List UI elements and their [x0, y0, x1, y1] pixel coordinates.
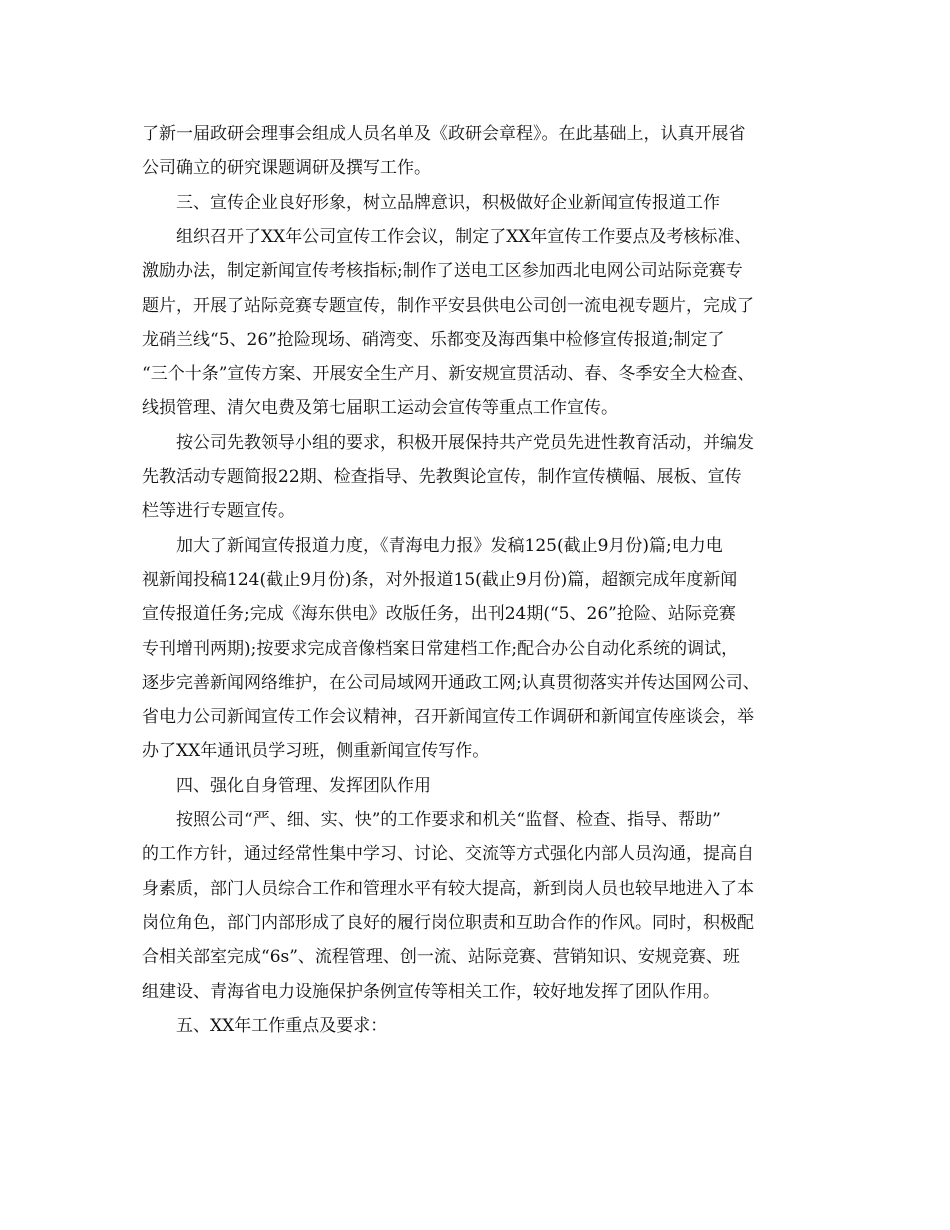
paragraph-line-first: 按照公司“严、细、实、快”的工作要求和机关“监督、检查、指导、帮助”: [176, 810, 721, 830]
paragraph-line: 身素质，部门人员综合工作和管理水平有较大提高，新到岗人员也较早地进入了本: [142, 878, 754, 899]
paragraph-line: 激励办法，制定新闻宣传考核指标;制作了送电工区参加西北电网公司站际竞赛专: [142, 261, 743, 282]
paragraph-line: 先教活动专题简报22期、检查指导、先教舆论宣传，制作宣传横幅、展板、宣传: [142, 467, 742, 487]
paragraph-line-first: 三、宣传企业良好形象，树立品牌意识，积极做好企业新闻宣传报道工作: [176, 192, 720, 213]
paragraph-line: “三个十条”宣传方案、开展安全生产月、新安规宣贯活动、春、冬季安全大检查、: [142, 364, 755, 385]
paragraph-line-first: 四、强化自身管理、发挥团队作用: [176, 775, 431, 796]
paragraph-line: 合相关部室完成“6s”、流程管理、创一流、站际竞赛、营销知识、安规竞赛、班: [142, 947, 740, 968]
paragraph-line: 办了XX年通讯员学习班，侧重新闻宣传写作。: [142, 741, 490, 762]
paragraph-line: 题片，开展了站际竞赛专题宣传，制作平安县供电公司创一流电视专题片，完成了: [142, 295, 754, 316]
paragraph-line: 组建设、青海省电力设施保护条例宣传等相关工作，较好地发挥了团队作用。: [142, 981, 720, 1002]
paragraph-line-first: 加大了新闻宣传报道力度，《青海电力报》发稿125(截止9月份)篇;电力电: [176, 535, 723, 556]
paragraph-line: 专刊增刊两期);按要求完成音像档案日常建档工作;配合办公自动化系统的调试，: [142, 638, 739, 659]
paragraph-line: 岗位角色，部门内部形成了良好的履行岗位职责和互助合作的作风。同时，积极配: [142, 912, 754, 933]
paragraph-line: 栏等进行专题宣传。: [142, 501, 295, 522]
paragraph-line-first: 组织召开了XX年公司宣传工作会议，制定了XX年宣传工作要点及考核标准、: [176, 226, 752, 247]
paragraph-line: 逐步完善新闻网络维护，在公司局域网开通政工网;认真贯彻落实并传达国网公司、: [142, 672, 760, 693]
paragraph-line: 公司确立的研究课题调研及撰写工作。: [142, 158, 431, 179]
paragraph-line: 了新一届政研会理事会组成人员名单及《政研会章程》。在此基础上，认真开展省: [142, 124, 746, 144]
paragraph-line: 宣传报道任务;完成《海东供电》改版任务，出刊24期(“5、26”抢险、站际竞赛: [142, 604, 736, 625]
paragraph-line: 省电力公司新闻宣传工作会议精神，召开新闻宣传工作调研和新闻宣传座谈会，举: [142, 707, 754, 728]
paragraph-line: 线损管理、清欠电费及第七届职工运动会宣传等重点工作宣传。: [142, 398, 618, 419]
paragraph-line: 的工作方针，通过经常性集中学习、讨论、交流等方式强化内部人员沟通，提高自: [142, 844, 754, 865]
paragraph-line-first: 按公司先教领导小组的要求，积极开展保持共产党员先进性教育活动，并编发: [176, 432, 754, 453]
paragraph-line-first: 五、XX年工作重点及要求：: [176, 1015, 388, 1036]
paragraph-line: 视新闻投稿124(截止9月份)条，对外报道15(截止9月份)篇，超额完成年度新闻: [142, 569, 738, 590]
paragraph-line: 龙硝兰线“5、26”抢险现场、硝湾变、乐都变及海西集中检修宣传报道;制定了: [142, 329, 725, 350]
